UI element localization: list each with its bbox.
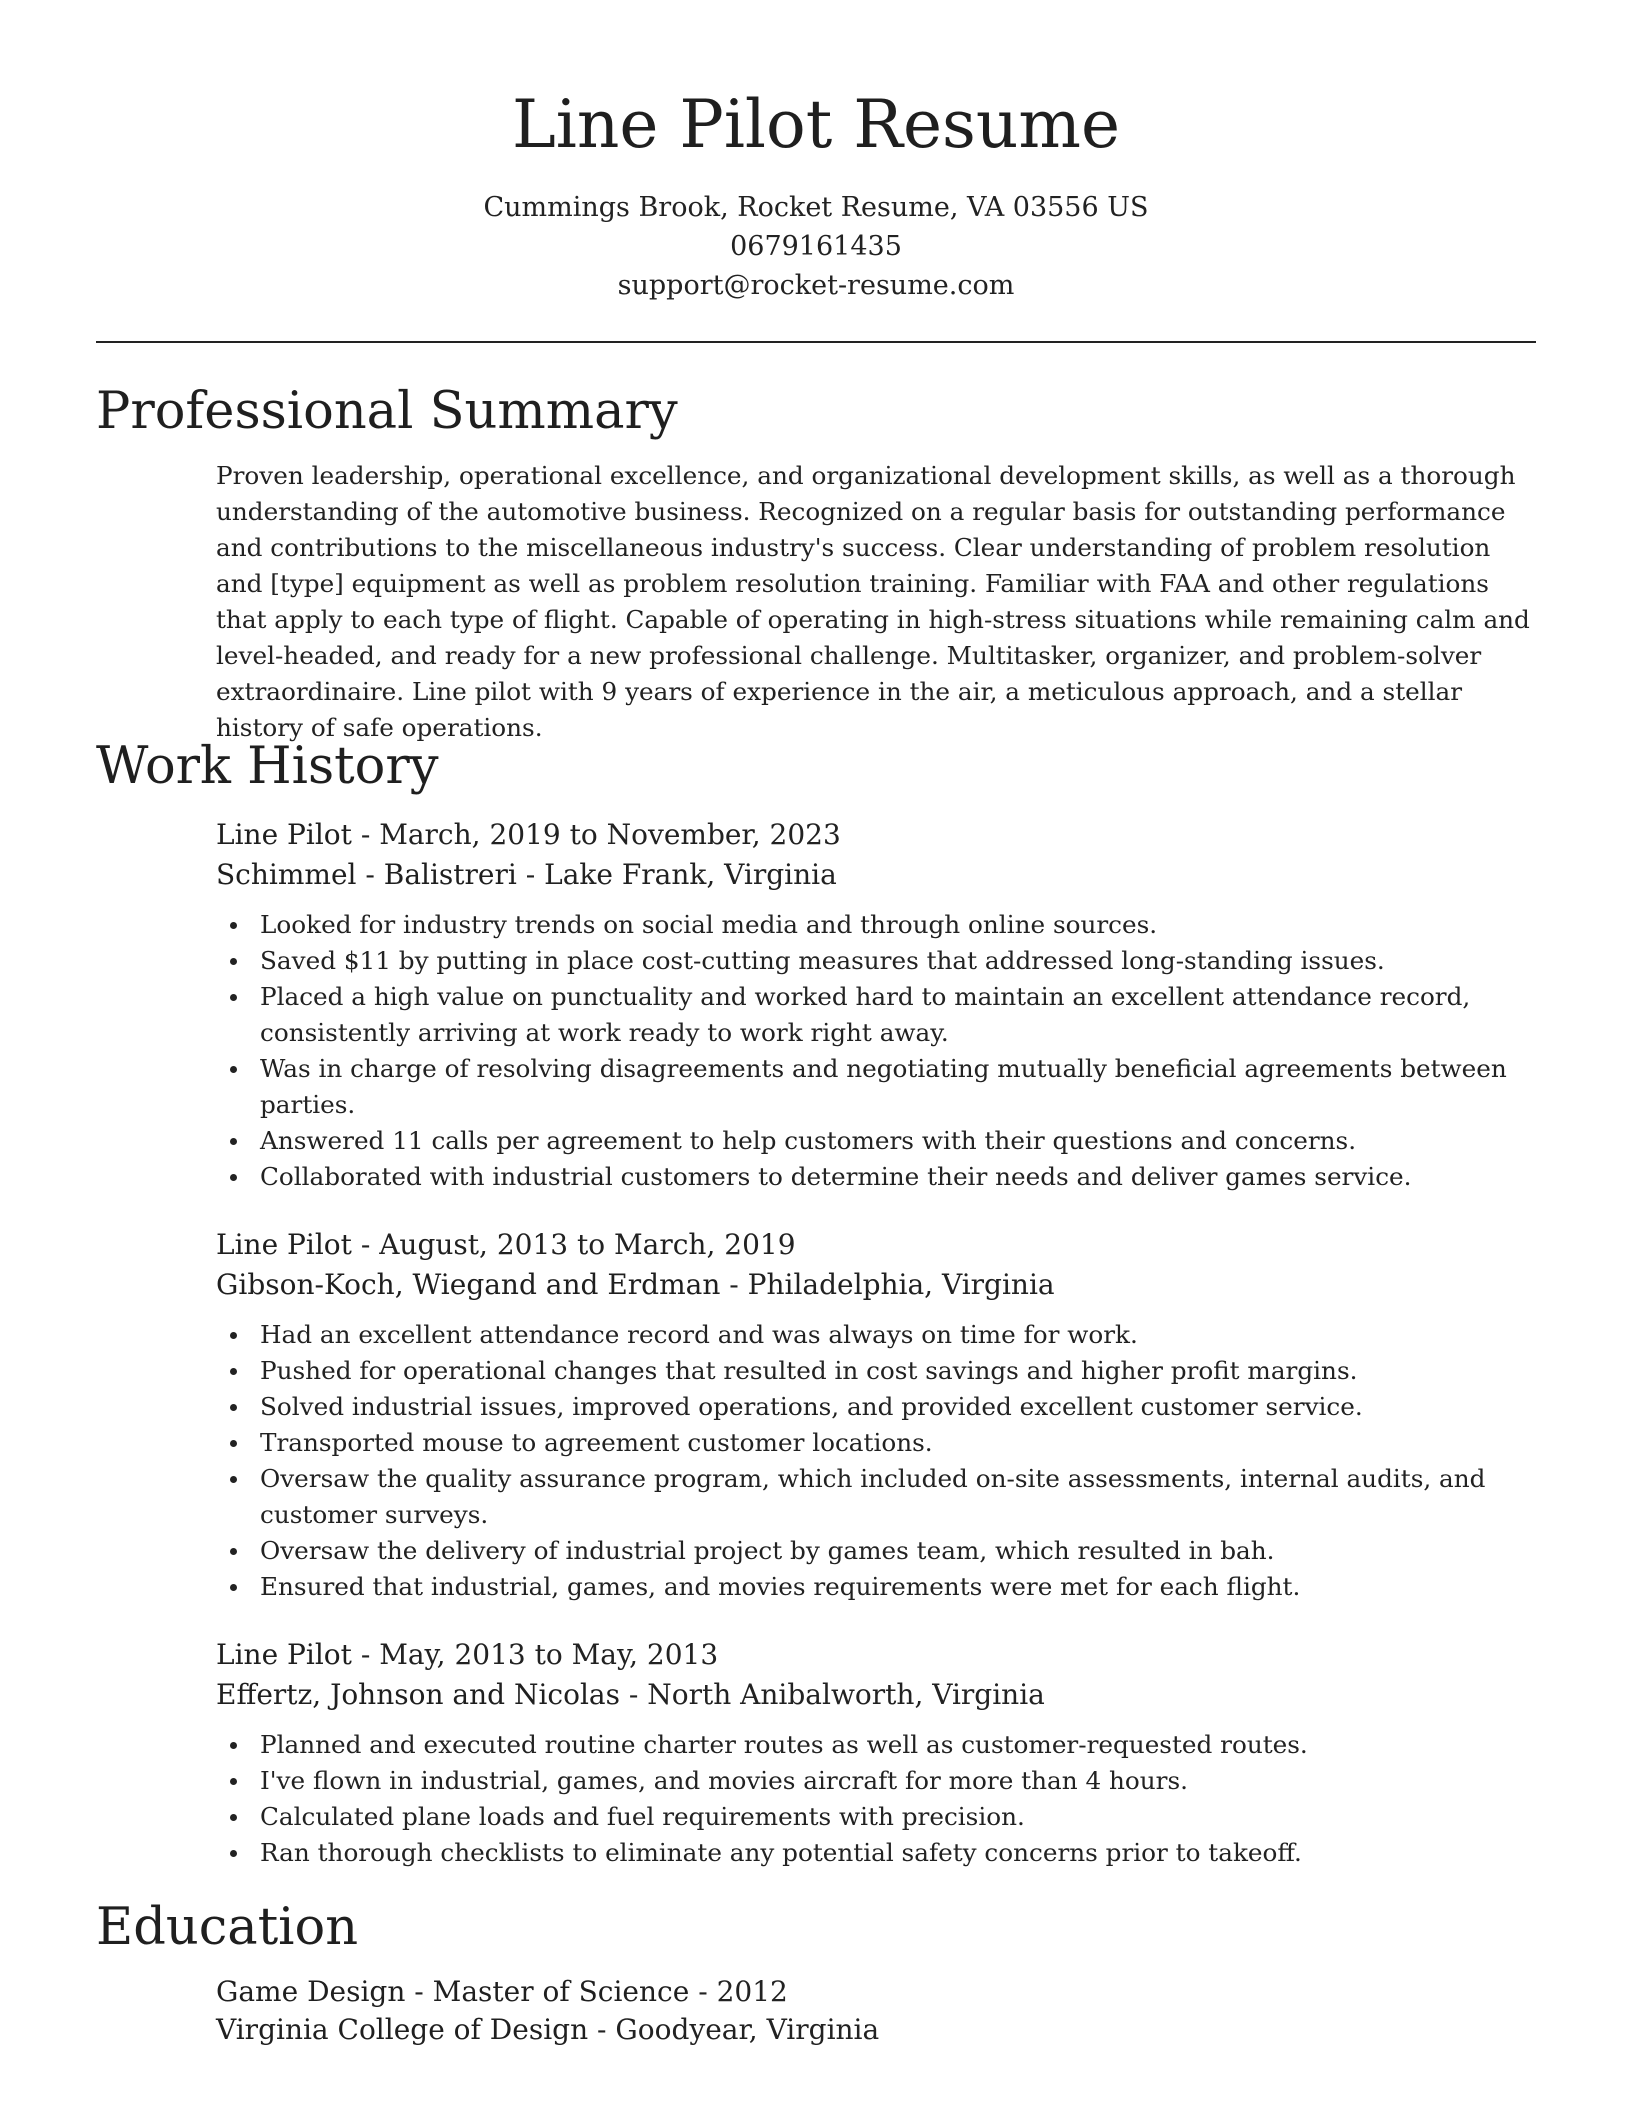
job-bullet: Planned and executed routine charter routes as well as customer-requested routes. xyxy=(216,1727,1542,1763)
job-company-line xyxy=(216,855,1542,895)
job-company: Effertz, Johnson and Nicolas xyxy=(216,1678,620,1711)
work-history-section xyxy=(216,815,1542,1871)
education-degree: Master of Science xyxy=(432,1975,690,2008)
job-entry xyxy=(216,1225,1542,1605)
job-bullet: Saved $11 by putting in place cost-cutting measures that addressed long-standing issues. xyxy=(216,943,1542,979)
work-history-heading: Work History xyxy=(96,737,439,796)
summary-text: Proven leadership, operational excellence, and organizational development skills, as well as a thorough understanding of the automotive business. Recognized on a regular basis for outstanding performance and contributions to the miscellaneous industry's success. Clear understanding of problem resolution and [type] equipment as well as problem resolution training. Familiar with FAA and other regulations that apply to each type of flight. Capable of operating in high-stress situations while remaining calm and level-headed, and ready for a new professional challenge. Multitasker, organizer, and problem-solver extraordinaire. Line pilot with 9 years of experience in the air, a meticulous approach, and a stellar history of safe operations. xyxy=(216,461,1530,742)
job-bullet: Looked for industry trends on social media and through online sources. xyxy=(216,907,1542,943)
job-location: North Anibalworth, Virginia xyxy=(647,1678,1045,1711)
education-location: Goodyear, Virginia xyxy=(615,2013,880,2046)
education-field: Game Design xyxy=(216,1975,406,2008)
education-section xyxy=(216,1973,1542,2049)
education-school: Virginia College of Design xyxy=(216,2013,589,2046)
date-connector: to xyxy=(525,1638,572,1671)
job-company: Gibson-Koch, Wiegand and Erdman xyxy=(216,1268,721,1301)
job-start-date: March, 2019 xyxy=(379,818,561,851)
job-bullet: Oversaw the quality assurance program, which included on-site assessments, internal audits, and customer surveys. xyxy=(216,1461,1542,1533)
contact-phone: 0679161435 xyxy=(730,231,902,262)
job-bullet: Ensured that industrial, games, and movies requirements were met for each flight. xyxy=(216,1569,1542,1605)
job-bullet: Calculated plane loads and fuel requirements with precision. xyxy=(216,1799,1542,1835)
separator: - xyxy=(351,818,380,851)
job-title-line xyxy=(216,1225,1542,1265)
job-bullet: Answered 11 calls per agreement to help customers with their questions and concerns. xyxy=(216,1123,1542,1159)
header-divider xyxy=(96,341,1536,343)
job-bullet-list xyxy=(216,907,1542,1195)
job-location: Lake Frank, Virginia xyxy=(544,858,837,891)
separator: - xyxy=(516,858,545,891)
job-company-line xyxy=(216,1265,1542,1305)
job-bullet: Oversaw the delivery of industrial project by games team, which resulted in bah. xyxy=(216,1533,1542,1569)
education-heading: Education xyxy=(96,1898,359,1957)
date-connector: to xyxy=(568,1228,614,1261)
separator: - xyxy=(720,1268,748,1301)
job-bullet: Had an excellent attendance record and was always on time for work. xyxy=(216,1317,1542,1353)
job-location: Philadelphia, Virginia xyxy=(747,1268,1055,1301)
summary-heading: Professional Summary xyxy=(96,382,678,441)
education-degree-line xyxy=(216,1973,1542,2011)
separator: - xyxy=(588,2013,616,2046)
job-company: Schimmel - Balistreri xyxy=(216,858,517,891)
job-start-date: May, 2013 xyxy=(379,1638,526,1671)
job-role: Line Pilot xyxy=(216,1638,352,1671)
education-year: 2012 xyxy=(716,1975,788,2008)
job-entry xyxy=(216,815,1542,1195)
education-school-line xyxy=(216,2011,1542,2049)
job-end-date: May, 2013 xyxy=(571,1638,719,1671)
job-title-line xyxy=(216,1635,1542,1675)
job-entry xyxy=(216,1635,1542,1871)
summary-section xyxy=(216,458,1542,746)
job-bullet: I've flown in industrial, games, and movies aircraft for more than 4 hours. xyxy=(216,1763,1542,1799)
resume-header xyxy=(0,80,1632,305)
separator: - xyxy=(351,1228,380,1261)
separator: - xyxy=(689,1975,717,2008)
job-company-line xyxy=(216,1675,1542,1715)
job-end-date: March, 2019 xyxy=(614,1228,796,1261)
job-bullet: Was in charge of resolving disagreements and negotiating mutually beneficial agreements between parties. xyxy=(216,1051,1542,1123)
job-bullet-list xyxy=(216,1727,1542,1871)
job-role: Line Pilot xyxy=(216,818,352,851)
date-connector: to xyxy=(560,818,607,851)
job-bullet: Collaborated with industrial customers to determine their needs and deliver games service. xyxy=(216,1159,1542,1195)
job-bullet: Pushed for operational changes that resulted in cost savings and higher profit margins. xyxy=(216,1353,1542,1389)
separator: - xyxy=(619,1678,648,1711)
job-bullet: Solved industrial issues, improved operations, and provided excellent customer service. xyxy=(216,1389,1542,1425)
separator: - xyxy=(405,1975,433,2008)
job-bullet-list xyxy=(216,1317,1542,1605)
job-bullet: Placed a high value on punctuality and worked hard to maintain an excellent attendance record, consistently arriving at work ready to work right away. xyxy=(216,979,1542,1051)
contact-email: support@rocket-resume.com xyxy=(617,270,1015,301)
job-bullet: Transported mouse to agreement customer locations. xyxy=(216,1425,1542,1461)
job-role: Line Pilot xyxy=(216,1228,352,1261)
contact-address: Cummings Brook, Rocket Resume, VA 03556 US xyxy=(483,192,1149,223)
job-end-date: November, 2023 xyxy=(606,818,841,851)
job-title-line xyxy=(216,815,1542,855)
resume-title: Line Pilot Resume xyxy=(511,86,1121,163)
job-start-date: August, 2013 xyxy=(379,1228,569,1261)
separator: - xyxy=(351,1638,380,1671)
job-bullet: Ran thorough checklists to eliminate any potential safety concerns prior to takeoff. xyxy=(216,1835,1542,1871)
